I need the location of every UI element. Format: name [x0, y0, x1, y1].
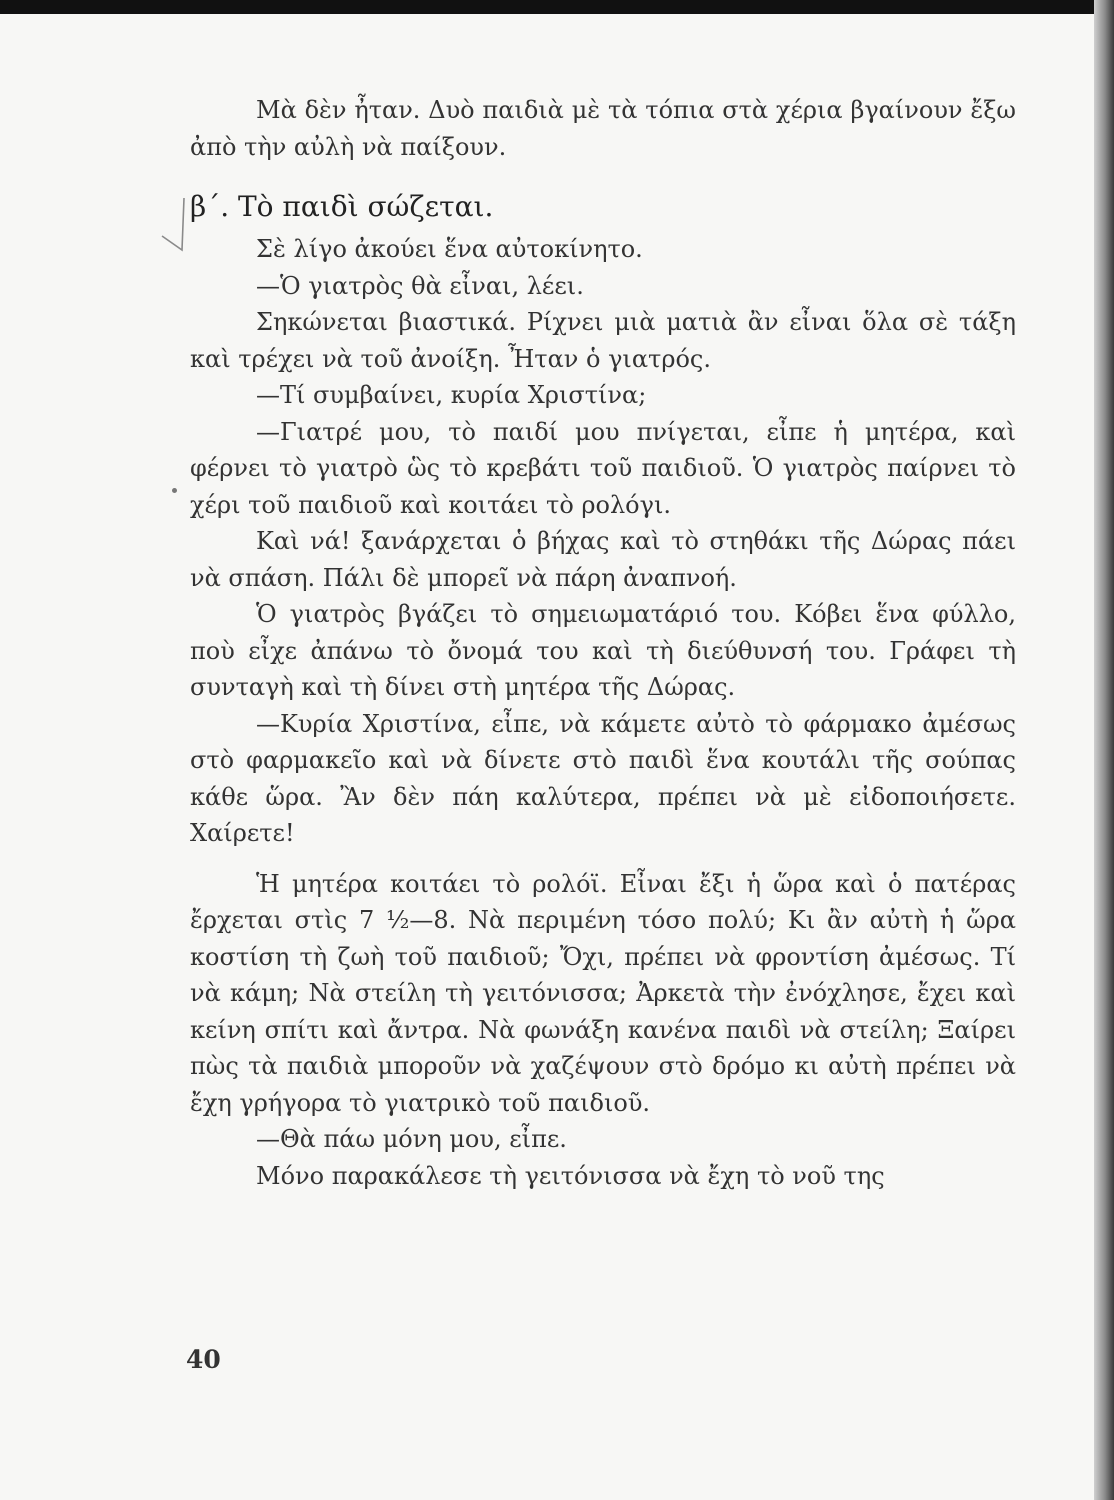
paragraph-7: Καὶ νά! ξανάρχεται ὁ βήχας καὶ τὸ στηθάκι τῆς Δώρας πάει νὰ σπάση. Πάλι δὲ μπορεῖ νὰ πάρη ἀναπνοή.: [190, 527, 1016, 592]
paragraph-9: —Κυρία Χριστίνα, εἶπε, νὰ κάμετε αὐτὸ τὸ φάρμακο ἀμέσως στὸ φαρμακεῖο καὶ νὰ δίνετε στὸ παιδὶ ἕνα κουτάλι τῆς σούπας κάθε ὥρα. Ἂν δὲν πάη καλύτερα, πρέπει νὰ μὲ εἰδοποιήσετε. Χαίρετε!: [190, 709, 1016, 847]
paragraph-10: Ἡ μητέρα κοιτάει τὸ ρολόϊ. Εἶναι ἔξι ἡ ὥρα καὶ ὁ πατέρας ἔρχεται στὶς 7 ½—8. Νὰ περιμένη τόσο πολύ; Κι ἂν αὐτὴ ἡ ὥρα κοστίση τὴ ζωὴ τοῦ παιδιοῦ; Ὄχι, πρέπει νὰ φροντίση ἀμέσως. Τί νὰ κάμη; Νὰ στείλη τὴ γειτόνισσα; Ἀρκετὰ τὴν ἐνόχλησε, ἔχει καὶ κείνη σπίτι καὶ ἄντρα. Νὰ φωνάξη κανένα παιδὶ νὰ στείλη; Ξαίρει πὼς τὰ παιδιὰ μποροῦν νὰ χαζέψουν στὸ δρόμο κι αὐτὴ πρέπει νὰ ἔχη γρήγορα τὸ γιατρικὸ τοῦ παιδιοῦ.: [190, 869, 1016, 1117]
page-number: 40: [186, 1345, 221, 1374]
page-text: [190, 92, 1016, 1194]
paragraph-2: Σὲ λίγο ἀκούει ἕνα αὐτοκίνητο.: [256, 235, 643, 263]
paragraph-12: Μόνο παρακάλεσε τὴ γειτόνισσα νὰ ἔχη τὸ νοῦ της: [256, 1161, 885, 1190]
paragraph-3: —Ὁ γιατρὸς θὰ εἶναι, λέει.: [256, 271, 584, 300]
paragraph-4: Σηκώνεται βιαστικά. Ρίχνει μιὰ ματιὰ ἂν εἶναι ὅλα σὲ τάξη καὶ τρέχει νὰ τοῦ ἀνοίξη. Ἦταν ὁ γιατρός.: [190, 308, 1016, 373]
paragraph-8: Ὁ γιατρὸς βγάζει τὸ σημειωματάριό του. Κόβει ἕνα φύλλο, ποὺ εἶχε ἀπάνω τὸ ὄνομά του καὶ τὴ διεύθυνσή του. Γράφει τὴ συνταγὴ καὶ τὴ δίνει στὴ μητέρα τῆς Δώρας.: [190, 600, 1016, 701]
scan-top-edge: [0, 0, 1114, 14]
paragraph-6: —Γιατρέ μου, τὸ παιδί μου πνίγεται, εἶπε ἡ μητέρα, καὶ φέρνει τὸ γιατρὸ ὣς τὸ κρεβάτι τοῦ παιδιοῦ. Ὁ γιατρὸς παίρνει τὸ χέρι τοῦ παιδιοῦ καὶ κοιτάει τὸ ρολόγι.: [190, 417, 1016, 519]
margin-pencil-mark: [160, 196, 186, 252]
scan-right-edge: [1094, 0, 1114, 1500]
margin-dot-mark: [172, 488, 177, 493]
paragraph-11: —Θὰ πάω μόνη μου, εἶπε.: [256, 1125, 567, 1153]
paragraph-1: Μὰ δὲν ἦταν. Δυὸ παιδιὰ μὲ τὰ τόπια στὰ χέρια βγαίνουν ἔξω ἀπὸ τὴν αὐλὴ νὰ παίξουν.: [190, 96, 1016, 161]
section-heading: β΄. Τὸ παιδὶ σώζεται.: [190, 190, 494, 223]
paragraph-5: —Τί συμβαίνει, κυρία Χριστίνα;: [256, 381, 647, 409]
